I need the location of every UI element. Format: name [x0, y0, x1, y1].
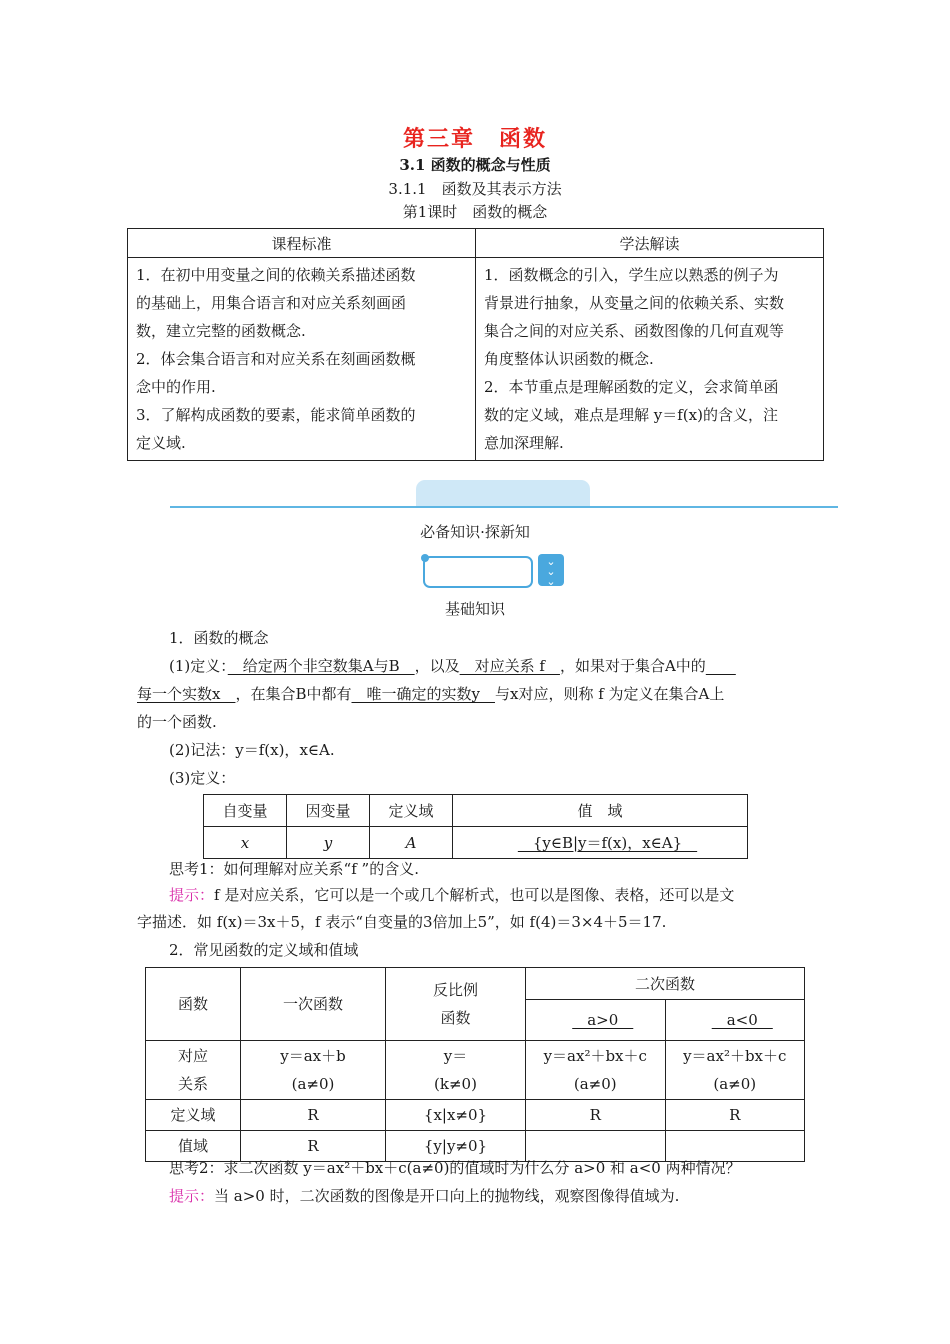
definition-line-3: 的一个函数. — [137, 713, 217, 731]
basic-knowledge-label: 基础知识 — [444, 600, 505, 618]
table-header: 一次函数 — [241, 968, 386, 1041]
hint-1-cont: 字描述．如 f(x)＝3x＋5，f 表示“自变量的3倍加上5”，如 f(4)＝3×4＋5＝17. — [137, 913, 667, 931]
heading-common — [137, 936, 827, 964]
standards-line: 1．在初中用变量之间的依赖关系描述函数 — [136, 266, 416, 284]
definition-line-2 — [137, 680, 827, 708]
row-label: 定义域 — [146, 1100, 241, 1131]
heading-concept — [137, 624, 827, 652]
standards-header: 课程标准 — [128, 229, 476, 258]
def-text: ，如果对于集合A中的 — [559, 657, 706, 675]
hint-2 — [137, 1182, 827, 1210]
blank-fill: 每一个实数x — [137, 685, 236, 703]
table-header: a<0 — [711, 1011, 773, 1029]
method-content — [476, 258, 824, 461]
notation-text: (2)记法：y＝f(x)，x∈A. — [169, 741, 335, 759]
cell-line: y＝ — [443, 1047, 468, 1065]
table-header — [386, 968, 526, 1041]
blank-fill — [706, 657, 736, 675]
cell-line: y＝ax＋b — [280, 1047, 346, 1065]
table-cell: y — [323, 833, 333, 852]
blank-fill: 给定两个非空数集A与B — [227, 657, 415, 675]
table-cell — [241, 1041, 386, 1100]
banner-divider — [170, 506, 838, 508]
notation-line — [137, 736, 827, 764]
subsection-title: 3.1.1 函数及其表示方法 — [388, 180, 562, 198]
method-line: 1．函数概念的引入，学生应以熟悉的例子为 — [484, 266, 779, 284]
hint-label: 提示： — [169, 886, 215, 904]
standards-line: 数，建立完整的函数概念. — [136, 322, 306, 340]
label-line: 对应 — [177, 1047, 208, 1065]
section-title: 3.1 函数的概念与性质 — [399, 156, 551, 174]
method-header: 学法解读 — [476, 229, 824, 258]
cell-line: (a≠0) — [291, 1075, 335, 1093]
label-line: 关系 — [177, 1075, 208, 1093]
common-functions-table — [145, 967, 805, 1162]
def3-line — [137, 764, 827, 792]
def-prefix: (1)定义： — [169, 657, 228, 675]
table-header: a>0 — [572, 1011, 634, 1029]
blank-fill: 唯一确定的实数y — [351, 685, 495, 703]
table-cell: R — [526, 1100, 666, 1131]
table-cell: R — [241, 1131, 386, 1162]
pill-dot-icon — [421, 554, 429, 562]
table-header: 值 域 — [453, 795, 748, 827]
method-line: 角度整体认识函数的概念. — [484, 350, 654, 368]
method-line: 2．本节重点是理解函数的定义，会求简单函 — [484, 378, 779, 396]
banner-title: 必备知识·探新知 — [420, 523, 530, 541]
row-label: 值域 — [146, 1131, 241, 1162]
table-cell: x — [240, 833, 250, 852]
section-pill — [423, 556, 533, 588]
chevron-down-icon[interactable]: ⌄ ⌄ ⌄ — [538, 554, 564, 586]
think-text: 思考1：如何理解对应关系“f ”的含义. — [169, 860, 419, 878]
heading-text: 2．常见函数的定义域和值域 — [169, 941, 359, 959]
hint-1 — [137, 881, 827, 909]
table-cell: {y∈B|y＝f(x)，x∈A} — [517, 834, 698, 852]
heading-text: 1．函数的概念 — [169, 629, 269, 647]
think-2 — [137, 1154, 827, 1182]
cell-line: (a≠0) — [713, 1075, 757, 1093]
cell-line: y＝ax²＋bx＋c — [543, 1047, 647, 1065]
standards-line: 念中的作用. — [136, 378, 216, 396]
def3-text: (3)定义： — [169, 769, 236, 787]
table-cell — [665, 1041, 805, 1100]
table-cell: R — [241, 1100, 386, 1131]
lesson-title: 第1课时 函数的概念 — [402, 203, 548, 221]
chapter-title: 第三章 函数 — [402, 126, 547, 152]
standards-line: 2．体会集合语言和对应关系在刻画函数概 — [136, 350, 416, 368]
table-cell: R — [665, 1100, 805, 1131]
table-header: 自变量 — [204, 795, 287, 827]
cell-line: (a≠0) — [573, 1075, 617, 1093]
standards-line: 的基础上，用集合语言和对应关系刻画函 — [136, 294, 407, 312]
cell-line: y＝ax²＋bx＋c — [683, 1047, 787, 1065]
blank-fill: 对应关系 f — [459, 657, 560, 675]
function-elements-table — [203, 794, 748, 859]
standards-line: 定义域. — [136, 434, 186, 452]
method-line: 数的定义域，难点是理解 y＝f(x)的含义，注 — [484, 406, 778, 424]
table-cell — [386, 1041, 526, 1100]
table-cell: {y|y≠0} — [386, 1131, 526, 1162]
table-header: 函数 — [146, 968, 241, 1041]
method-line: 意加深理解. — [484, 434, 564, 452]
method-line: 背景进行抽象，从变量之间的依赖关系、实数 — [484, 294, 785, 312]
banner-tab — [416, 480, 590, 507]
table-cell: A — [405, 833, 417, 852]
definition-line-1 — [137, 652, 827, 680]
standards-content — [128, 258, 476, 461]
standards-table — [127, 228, 824, 461]
table-header: 定义域 — [370, 795, 453, 827]
standards-line: 3．了解构成函数的要素，能求简单函数的 — [136, 406, 416, 424]
def-text: ，以及 — [414, 657, 460, 675]
table-cell: {x|x≠0} — [386, 1100, 526, 1131]
method-line: 集合之间的对应关系、函数图像的几何直观等 — [484, 322, 785, 340]
def-text: 与x对应，则称 f 为定义在集合A上 — [494, 685, 725, 703]
row-label — [146, 1041, 241, 1100]
think-1 — [137, 855, 827, 883]
header-line: 反比例 — [432, 981, 478, 999]
header-line: 函数 — [440, 1009, 471, 1027]
def-text: ，在集合B中都有 — [235, 685, 352, 703]
hint-label: 提示： — [169, 1187, 215, 1205]
hint-text: 当 a>0 时，二次函数的图像是开口向上的抛物线，观察图像得值域为. — [214, 1187, 680, 1205]
table-cell — [526, 1041, 666, 1100]
think-text: 思考2：求二次函数 y＝ax²＋bx＋c(a≠0)的值域时为什么分 a>0 和 a<0 两种情况？ — [169, 1159, 741, 1177]
table-header: 二次函数 — [526, 968, 805, 1000]
hint-text: f 是对应关系，它可以是一个或几个解析式，也可以是图像、表格，还可以是文 — [214, 886, 735, 904]
table-header: 因变量 — [287, 795, 370, 827]
cell-line: (k≠0) — [434, 1075, 477, 1093]
